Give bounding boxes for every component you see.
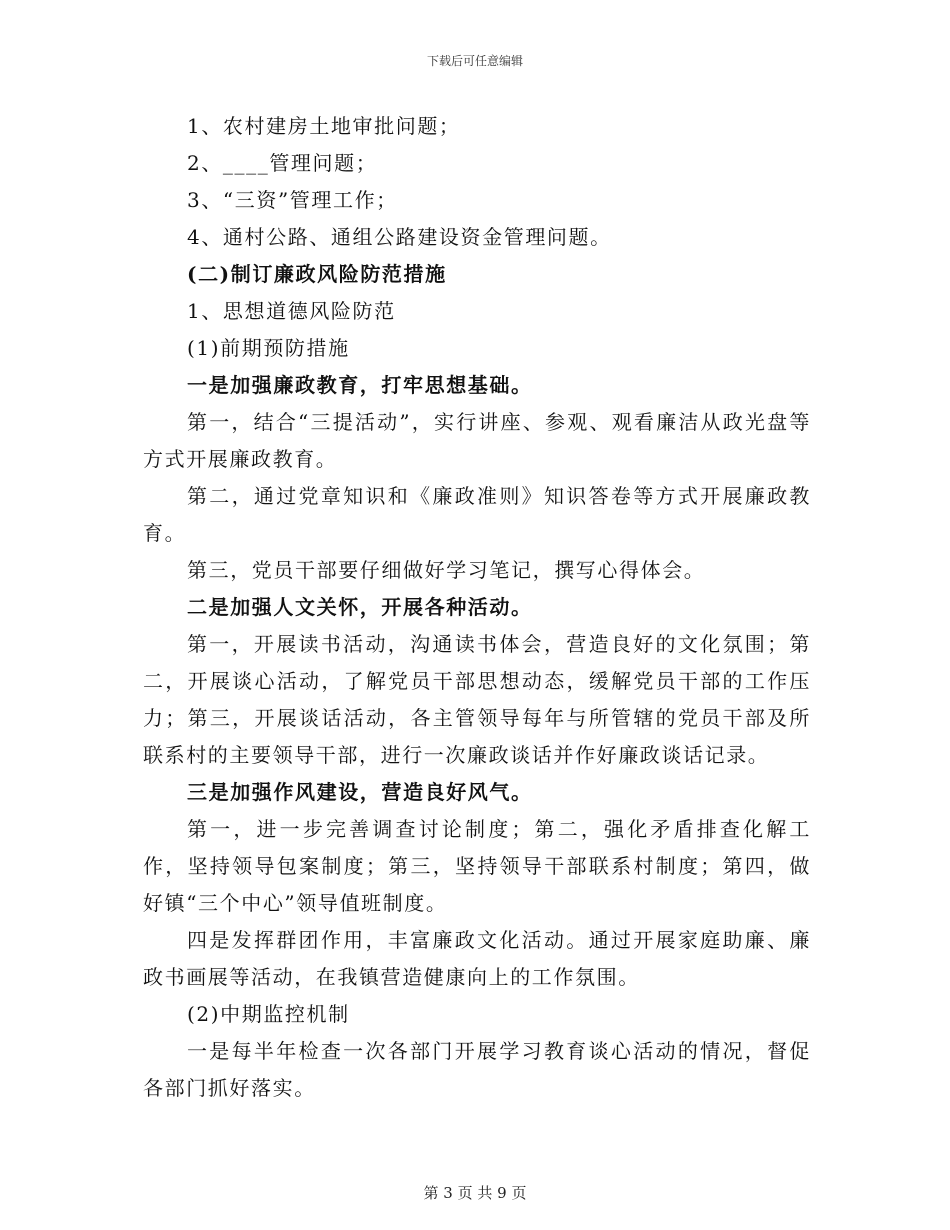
subsection-heading: (1)前期预防措施 (187, 336, 350, 360)
paragraph: 四是发挥群团作用，丰富廉政文化活动。通过开展家庭助廉、廉政书画展等活动，在我镇营造健康向上的工作氛围。 (143, 928, 811, 989)
paragraph: 1、农村建房土地审批问题； (187, 114, 461, 138)
document-body (143, 108, 811, 1107)
paragraph: 第一，结合“三提活动”，实行讲座、参观、观看廉洁从政光盘等方式开展廉政教育。 (143, 410, 811, 471)
paragraph: 一是每半年检查一次各部门开展学习教育谈心活动的情况，督促各部门抓好落实。 (143, 1039, 811, 1100)
paragraph: 2、____管理问题； (187, 151, 378, 175)
paragraph: 3、“三资”管理工作； (187, 188, 398, 212)
page-footer: 第 3 页 共 9 页 (423, 1184, 527, 1202)
paragraph: 第三，党员干部要仔细做好学习笔记，撰写心得体会。 (187, 558, 706, 582)
paragraph: 第二，通过党章知识和《廉政准则》知识答卷等方式开展廉政教育。 (143, 484, 811, 545)
subsection-heading: 1、思想道德风险防范 (187, 299, 396, 323)
paragraph: 第一，开展读书活动，沟通读书体会，营造良好的文化氛围；第二，开展谈心活动，了解党员干部思想动态，缓解党员干部的工作压力；第三，开展谈话活动，各主管领导每年与所管辖的党员干部及所联系村的主要领导干部，进行一次廉政谈话并作好廉政谈话记录。 (143, 632, 811, 767)
paragraph: 第一，进一步完善调查讨论制度；第二，强化矛盾排查化解工作，坚持领导包案制度；第三，坚持领导干部联系村制度；第四，做好镇“三个中心”领导值班制度。 (143, 817, 811, 915)
section-heading: (二)制订廉政风险防范措施 (187, 262, 447, 286)
paragraph: 4、通村公路、通组公路建设资金管理问题。 (187, 225, 612, 249)
subsection-heading: (2)中期监控机制 (187, 1002, 350, 1026)
bold-heading: 二是加强人文关怀，开展各种活动。 (187, 595, 533, 619)
bold-heading: 三是加强作风建设，营造良好风气。 (187, 780, 533, 804)
bold-heading: 一是加强廉政教育，打牢思想基础。 (187, 373, 533, 397)
page-header: 下载后可任意编辑 (426, 54, 523, 68)
